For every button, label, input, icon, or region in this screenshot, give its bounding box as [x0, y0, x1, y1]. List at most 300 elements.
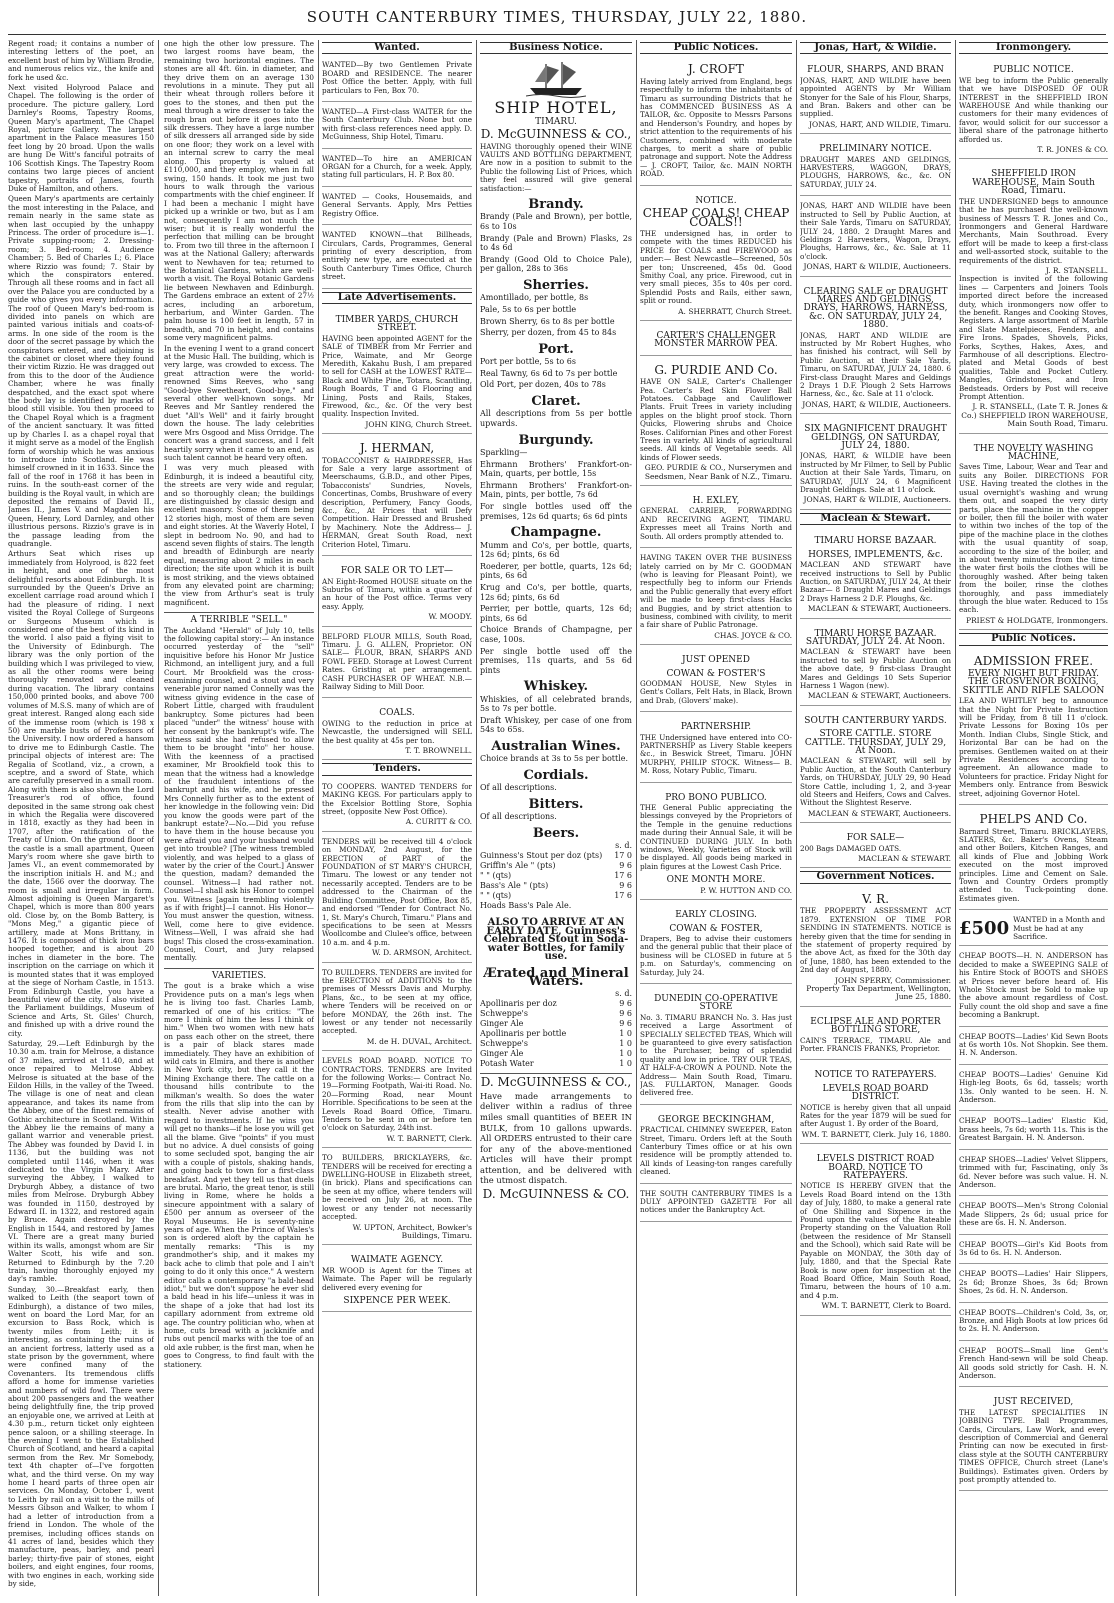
ad-text: NOTICE IS HEREBY GIVEN that the Levels Road Board intend on the 13th day of July, 1880, to make a general rate of One Shilling and Sixpence in the Pound upon the values of the Rateable Property standing on the Valuation Roll (between the residence of Mr Stansell and the School), which said Rate will be Payable on MONDAY, the 30th day of July, 1880, and that the Special Rate Book is now open for inspection at the Road Board Office, Main South Road, Timaru, between the hours of 10 a.m. and 4 p.m. — [800, 1181, 951, 1300]
ad-text: JONAS, HART AND WILDIE have been instructed to Sell by Public Auction, at their Sale Yards, Timaru on SATURDAY, JULY 24, 1880. 2 Draught Mares and Geldings 2 Harvesters, Wagon, Drays, Ploughs, Harrows, &c., &c. Sale at 11 o'clock. — [800, 201, 951, 261]
ad-text: WANTED—By two Gentlemen Private BOARD and RESIDENCE. The nearer Post Office the better. Apply, with full particulars to Fen, Box 70. — [322, 60, 472, 95]
ad-signature: WM. T. BARNETT, Clerk to Board. — [821, 1301, 951, 1311]
section-heading: Jonas, Hart, & Wildie. — [800, 42, 951, 54]
aerated-heading: Ærated and Mineral Waters. — [483, 965, 629, 989]
price-line: Ehrmann Brothers' Frankfort-on-Main, pints, per bottle, 7s 6d — [480, 480, 632, 500]
classified-ad — [959, 1267, 1108, 1302]
ad-title: NOTICE. — [695, 195, 737, 206]
beers-heading: Beers. — [532, 826, 580, 842]
article-paragraph: Saturday, 29.—Left Edinburgh by the 10.30 a.m. train for Melrose, a distance of 37 miles, arrived at 11.40, and at once repaired to Melrose Abbey. Melrose is situated at the base of the Eildon Hills, in the valley of the Tweed. The village is one of neat and clean appearance, and takes its name from the Abbey, one of the finest remains of Gothic architecture in Scotland. Within the Abbey lie the remains of many a gallant warrior and venerable priest. The Abbey was founded by David I. in 1136, but the building was not completed until 1146, when it was dedicated to the Virgin Mary. After surveying the Abbey, I walked to Dryburgh Abbey, a distance of two miles from Melrose. Dryburgh Abbey was founded in 1150, destroyed by Edward II. in 1322, and restored again by Bruce. Again destroyed by the English in 1544, and restored by James VI. There are a great many buried within its walls, amongst whom are Sir Walter Scott, his wife and son. Returned to Edinburgh by the 7.20 train, having thoroughly enjoyed my day's ramble. — [8, 1038, 154, 1284]
price-line: Brown Sherry, 6s to 8s per bottle — [480, 316, 615, 326]
classified-ad — [959, 650, 1108, 806]
classified-ad — [959, 58, 1108, 159]
ad-title: STORE CATTLE. STORE CATTLE. THURSDAY, JULY 29, At Noon. — [804, 729, 947, 756]
classified-ad — [322, 701, 472, 760]
ad-text: MACLEAN & STEWART have been instructed to sell by Public Auction on the above date, 9 first-class Draught Mares and Geldings 10 Sets Superior Harness 1 Wagon (new). — [800, 647, 951, 690]
ad-text: CHEAP BOOTS—Ladies' Kid Sewn Boots at 6s worth 10s. Not Shopkin. See them. H. N. Anderson. — [959, 1031, 1108, 1058]
ad-text: TENDERS will be received till 4 o'clock on MONDAY, 2nd August, for the ERECTION of PART of the FOUNDATION of ST MARY'S CHURCH, Timaru. The lowest or any tender not necessarily accepted. Tenders are to be addressed to the Chairman of the Building Committee, Post Office, Box 85, and endorsed "Tender for Contract No. 1, St. Mary's Church, Timaru." Plans and specifications to be seen at Messrs Woollcombe and Clulee's office, between 10 a.m. and 4 p.m. — [322, 836, 472, 947]
ad-signature: W. UPTON, Architect, Bowker's Buildings, Timaru. — [352, 1222, 472, 1240]
classified-ad — [322, 152, 472, 187]
ad-text: CHEAP BOOTS—Children's Cold, 3s, or, Bronze, and High Boots at low prices 6d to 2s. H. N. Anderson. — [959, 1307, 1108, 1334]
ad-title: THE NOVELTY WASHING MACHINE, — [973, 443, 1094, 463]
classified-ad — [800, 280, 951, 415]
column-rule — [796, 40, 797, 1596]
ad-text: 200 Bags DAMAGED OATS. — [800, 843, 902, 853]
royal-cipher: V. R. — [861, 891, 890, 906]
ad-signature: A. CURITT & CO. — [405, 817, 472, 827]
ad-text: MACLEAN AND STEWART have received instructions to Sell by Public Auction, on SATURDAY, JULY 24, At their Bazaar— 8 Draught Mares and Geldings 2 Drays Harness 2 D.F. Ploughs, &c. — [800, 560, 951, 603]
classified-ad — [322, 105, 472, 149]
price-line: Brandy (Pale and Brown) Flasks, 2s to 4s 6d — [480, 233, 632, 253]
ad-title: DUNEDIN CO-OPERATIVE STORE — [654, 993, 778, 1013]
ad-text: CHEAP BOOTS—Ladies' Elastic Kid, brass heels, 7s 6d; worth 11s. This is the Greatest Bargain. H. N. Anderson. — [959, 1116, 1108, 1143]
ad-text: WANTED—To hire an AMERICAN ORGAN for a Church, for a week. Apply, stating full particulars, H. P. Box 80. — [322, 153, 472, 180]
item-price: 17 6 — [614, 871, 632, 881]
ad-text: THE LATEST SPECIALITIES IN JOBBING TYPE. Ball Programmes, Cards, Circulars, Law Work, and every description of Commercial and General Printing can now be executed in first-class style at the SOUTH CANTERBURY TIMES OFFICE, Church street (Lane's Buildings). Estimates given. Orders by post promptly attended to. — [959, 1407, 1108, 1485]
ad-title: J. HERMAN, — [359, 441, 435, 456]
ad-title: CLEARING SALE or DRAUGHT MARES AND GELDINGS, DRAYS, HARROWS, HARNESS, &c. ON SATURDAY, JULY 24, 1880. — [803, 286, 948, 331]
classified-ad — [959, 1114, 1108, 1149]
classified-ad — [322, 835, 472, 963]
price-row — [480, 881, 632, 891]
classified-ad — [800, 529, 951, 618]
classified-ad — [959, 1306, 1108, 1341]
column-auctions — [800, 40, 951, 1596]
ad-title: COALS. — [379, 708, 415, 719]
item-price: 1 0 — [619, 1029, 632, 1039]
ad-signature: JOHN SPERRY, Commissioner. Property Tax Department, Wellington, June 25, 1880. — [806, 975, 951, 1002]
price-line: Pale, 5s to 6s per bottle — [480, 305, 577, 315]
ad-text: NOTICE is hereby given that all unpaid Rates for the year 1879 will be sued for after August 1. By order of the Board, — [800, 1102, 951, 1129]
classified-ad — [640, 786, 792, 900]
ad-title: WAIMATE AGENCY. — [350, 1255, 444, 1266]
price-line: For single bottles used off the premises, 12s 6d quarts; 6s 6d pints — [480, 501, 632, 521]
ad-price: SIXPENCE PER WEEK. — [343, 1295, 451, 1306]
ad-text: PRACTICAL CHIMNEY SWEEPER, Eaton Street, Timaru. Orders left at the South Canterbury Times office or at his own residence will be promptly attended to. All kinds of Leasing-ton ranges carefully cleaned. — [640, 1125, 792, 1177]
column-rule — [955, 40, 956, 1596]
ad-text: CHEAP BOOTS—Men's Strong Colonial Made Slippers, 2s 6d; usual price for these are 6s. H. N. Anderson. — [959, 1201, 1108, 1228]
ad-signature: WM. T. BARNETT, Clerk. July 16, 1880. — [801, 1129, 951, 1139]
ad-title: EVERY NIGHT BUT FRIDAY. THE GROSVENOR BOXING, SKITTLE AND RIFLE SALOON — [962, 669, 1105, 696]
classified-ad — [640, 324, 792, 356]
column-rule — [636, 40, 637, 1596]
column-ironmongery — [959, 40, 1108, 1596]
classified-ad — [959, 162, 1108, 433]
classified-ad — [322, 437, 472, 556]
classified-ad — [640, 58, 792, 185]
item-price: 9 6 — [619, 881, 632, 891]
price-line: Of all descriptions. — [480, 783, 557, 793]
ad-signature: MACLEAN & STEWART, Auctioneers. — [807, 691, 951, 701]
price-row — [480, 1009, 632, 1019]
price-line: Draft Whiskey, per case of one from 54s to 65s. — [480, 715, 632, 735]
price-line: Per single bottle used off the premises, 11s quarts, and 5s 6d pints — [480, 646, 632, 675]
column-travel-article — [8, 40, 154, 1596]
classified-ad — [800, 417, 951, 510]
hotel-title: SHIP HOTEL, — [494, 98, 618, 118]
item-price: 17 6 — [614, 891, 632, 901]
price-line: Mumm and Co's, per bottle, quarts, 12s 6d; pints, 6s 6d — [480, 540, 632, 560]
ad-text: THE PROPERTY ASSESSMENT ACT 1879. EXTENSION OF TIME FOR SENDING IN STATEMENTS. NOTICE is hereby given that the time for sending in the statement of property required by the above Act, as fixed for the 30th day of June, 1880, has been extended to the 2nd day of August, 1880. — [800, 906, 951, 975]
classified-ad — [640, 551, 792, 645]
price-section-heading: Brandy. — [528, 197, 584, 213]
ad-text: THE Undersigned have entered into CO-PARTNERSHIP as Livery Stable keepers &c., in Beswick Street, Timaru. JOHN MURPHY, PHILIP STOCK. Witness— B. M. Ross, Notary Public, Timaru. — [640, 732, 792, 776]
ad-title: J. CROFT — [688, 62, 744, 77]
ad-title: GEORGE BECKINGHAM, — [657, 1114, 775, 1125]
classified-ad — [800, 709, 951, 823]
ad-signature: JONAS, HART, & WILDIE, Auctioneers. — [802, 399, 951, 409]
classified-ad — [322, 228, 472, 288]
arrive-notice: ALSO TO ARRIVE AT AN EARLY DATE, Guinness's Celebrated Stout in Soda-water Bottles, for family use. — [483, 917, 629, 963]
price-row — [480, 1029, 632, 1039]
ad-signature: M. de H. DUVAL, Architect. — [366, 1036, 472, 1046]
item-price: 9 6 — [619, 861, 632, 871]
ad-signature: J. R. STANSELL, (Late T. R. Jones & Co.) SHEFFIELD IRON WAREHOUSE, Main South Road, Timaru. — [961, 402, 1108, 429]
ad-title: NOTICE TO RATEPAYERS. — [814, 1070, 937, 1081]
classified-ad — [959, 808, 1108, 910]
ad-title: COWAN & FOSTER'S — [666, 668, 766, 679]
ad-title: SIX MAGNIFICENT DRAUGHT GELDINGS, ON SATURDAY, JULY 24, 1880. — [804, 424, 947, 452]
ad-signature: JOHN KING, Church Street. — [365, 419, 472, 429]
item-name: Guinness's Stout per doz (pts) — [480, 851, 603, 861]
ad-title: TIMARU HORSE BAZAAR. SATURDAY, JULY 24. At Noon. — [805, 628, 946, 647]
classified-ad — [959, 1199, 1108, 1234]
classified-ad — [959, 1390, 1108, 1491]
ad-signature: W. T. BARNETT, Clerk. — [386, 1133, 472, 1143]
ad-title: SOUTH CANTERBURY YARDS. — [804, 715, 947, 726]
item-name: Schweppe's — [480, 1009, 528, 1019]
ad-title: ADMISSION FREE. — [973, 653, 1094, 668]
ad-text: CHEAP BOOTS—Ladies' Genuine Kid High-leg Boots, 6s 6d, tassels; worth 13s. Only wanted to be seen. H. N. Anderson. — [959, 1069, 1108, 1105]
ad-text: Saves Time, Labour, Wear and Tear and suits any Boiler. DIRECTIONS FOR USE. Having treated the clothes in the usual overnight's washing and wrung them out, and soaped the very dirty parts, place the machine in the copper or boiler, then fill the boiler with water to within two inches of the top of the pipe of the machine place in the clothes with the usual quantity of soap, according to the size of the boiler, and in about twenty minutes from the time the water first boils the clothes will be thoroughly washed. After being taken from the boiler, rinse the clothes thoroughly, and pass immediately through the blue water. Reduced to 15s each. — [959, 462, 1108, 615]
bulk-delivery-text: Have made arrangements to deliver within a radius of three miles small quantities of BEER IN BULK, from 10 gallons upwards. All ORDERS entrusted to their care for any of the above-mentioned Articles will have their prompt attention, and be delivered with the utmost dispatch. — [480, 1090, 632, 1186]
article-paragraph: Arthurs Seat which rises up immediately from Holyrood, is 822 feet in height, and one of the most delightful resorts about Edinburgh. It is surrounded by the Queen's Drive an excellent carriage road around which I had the pleasure of riding. I next visited the Royal College of Surgeons or Surgeons Museum which is considered one of the best of its kind in the world. I also paid a flying visit to the University of Edinburgh. The library was the only portion of the building which I was privileged to view, as all the other rooms were being thoroughly renovated and cleaned during vacation. The library contains 150,000 printed books, and above 700 volumes of M.S.S. many of which are of great interest. Ranged along each side of the immense room (which is 198 x 50) are marble busts of Professors of the University. I now ordered a hansom to drive me to Edinburgh Castle. The principal objects of interest are: The Regalia of Scotland, viz., a crown, a sceptre, and a sword of State, which are carefully preserved in a small room. Along with them is also shown the Lord Treasurer's rod of office, found deposited in the same strong oak chest in which the Regalia were discovered in 1818, exactly as they had been in 1707, after the ratification of the Treaty of Union. On the ground floor of the castle is a small apartment, Queen Mary's room where she gave birth to James VI., an event commemorated by the inscription initials H. and M.; and the date, 1566 over the doorway. The room is small and irregular in form. Almost adjoining is Queen Margaret's Chapel, which is more than 800 years old. Close by, on the Bomb Battery, is "Mons Meg," a gigantic piece of artillery, made at Mons Brittany, in 1476. It is composed of thick iron bars hooped together, and is about 20 inches in diameter in the bore. The inscription on the carriage on which it is mounted states that it was employed at the siege of Norham Castle, in 1513. From Edinburgh Castle, you have a beautiful view of the city. I also visited the Parliament buildings, Museum of Science and Arts, St. Giles' Church, and finished up with a drive round the city. — [8, 549, 154, 1038]
section-heading: Public Notices. — [959, 633, 1108, 645]
ad-title: G. PURDIE AND Co. — [654, 362, 778, 377]
classified-ad — [800, 1147, 951, 1315]
price-line: Roederer, per bottle, quarts, 12s 6d; pints, 6s 6d — [480, 561, 632, 581]
ad-text: JONAS, HART AND WILDIE are instructed by Mr Robert Hughes, who has finished his contract, will Sell by Public Auction, at their Sale Yards, Timaru, on SATURDAY, JULY 24, 1880. 6 First-class Draught Mares and Geldings 2 Drays 1 D.F. Plough 2 Sets Harrows Harness, &c., &c. Sale at 11 o'clock. — [800, 330, 951, 399]
firm-name: D. McGUINNESS & CO., — [480, 127, 632, 142]
column-ship-hotel — [480, 40, 632, 1596]
article-paragraph: Sunday, 30.—Breakfast early, then walked to Leith (the seaport town of Edinburgh), a distance of two miles, went on board the Lord Mar, for an excursion to Bass Rock, which is twenty miles from Leith; it is interesting, as containing the ruins of an ancient fortress, latterly used as a state prison by the government, where were confined many of the Covenanters. Its tremendous cliffs afford a home for immense varieties and numbers of wild fowl. There were about 200 passengers and the weather being delightfully fine, the trip proved an enjoyable one, we arrived at Leith at 4.30 p.m., return ticket only eighteen pence saloon, or a shilling steerage. In the evening I went to the Established Church of Scotland, and heard a capital sermon from the Rev. Mr Somebody, text 4th chapter of—I've forgotten what, and the third verse. On my way home I heard parts of three open air services. On Monday, October 1, went to Leith by rail on a visit to the mills of Messrs Gibson and Walker, to whom I had a letter of introduction from a friend in London. The whole of the premises, including offices stands on 41 acres of land, besides which they manufacture, peas, barley, and pearl barley; thirty-five pair of stones, eight boilers, and eight engines, four rooms, with two engines in each, working side by side, — [8, 1284, 154, 1588]
classified-ad — [800, 826, 951, 868]
classified-ad — [640, 903, 792, 984]
classified-ad — [322, 190, 472, 225]
classified-ad — [322, 966, 472, 1052]
classified-ad — [800, 1063, 951, 1144]
price-row — [480, 1039, 632, 1049]
column-wanted-tenders — [322, 40, 472, 1596]
ad-text: THE General Public appreciating the blessings conveyed by the Proprietors of the Temple in the genuine reductions made during their Annual Sale, it will be CONTINUED DURING JULY. In both windows, Weekly, Varieties of Stock will be displayed. All goods being marked in plain figures at the Lowest Cash Price. — [640, 803, 792, 871]
article-paragraph: The gout is a brake which a wise Providence puts on a man's legs when he is living too fast. Charles Lamb, remarked of one of his critics: "The more I think of him the less I think of him." When two women with new hats on pass each other on the street, there is a pair of black stares made immediately. They have an exhibition of wild cats in Elmira, and there is another in New York city, but they call it the Mining Exchange there. The cattle on a thousand hills contribute to the milkman's wealth. So does the water from the rills that slip into the can by stealth. Never advise another with regard to investments. If he wins you will get no thanks—if he lose you will get all the blame. Give "points" if you must but no advice. A duel consists of going to some secluded spot, banging the air with a couple of pistols, shaking hands, and going back to town for a first-class breakfast. And yet they tell us that duels are brutal. Mario, the great tenor, is still living in Rome, where he holds a sinecure appointment with a salary of £500 per annum as overseer of the Royal Museums. He is seventy-nine years of age. When the Prince of Wales's son is ordered aloft by the captain he mentally remarks: "This is my grandmother's ship, and it makes my back ache to climb that pole and I ain't going to do it only this once." A western editor calls a contemporary "a bald-head idiot," but we don't suppose he ever slid a bald head in his life—unless it was in the shape of a joke that had lost its capillary adornment from extreme old age. The country politician who, when at home, cuts bread with a jackknife and rubs out pencil marks with the toe of an old axle rubber, is the first man, when he goes to Congress, to find fault with the stationery. — [164, 981, 314, 1369]
ad-text: Barnard Street, Timaru. BRICKLAYERS, SLATERS, &c. Baker's Ovens, Steam and other Boilers, Kitchen Ranges, and all kinds of Flue and Jobbing Work executed on the most improved principles. Lime and Cement on Sale. Town and Country Orders promptly attended to. Tuck-pointing done. Estimates given. — [959, 826, 1108, 903]
item-name: Griffin's Ale " (pts) — [480, 861, 556, 871]
item-name: Bass's Ale " (pts) — [480, 881, 549, 891]
ad-text: CHEAP BOOTS—H. N. ANDERSON has decided to make a SWEEPING SALE of his Entire Stock of BOOTS and SHOES at Prices never before heard of. His Whole Stock must be Sold to make up the above amount regardless of Cost. Fully count the old shop and save a fine becoming a Bankrupt. — [959, 951, 1108, 1020]
classified-ad — [959, 949, 1108, 1026]
article-paragraph: In the evening I went to a grand concert at the Music Hall. The building, which is very large, was crowded to excess. The great attraction were the world-renowned Sims Reeves, who sang "Good-bye Sweetheart, Good-bye," and several other well-known songs. Mr Reeves and Mr Santley rendered the duet "All's Well" and it fairly brought down the house. The lady celebrities were Mrs Osgood and Miss Orridge. The concert was a grand success, and I felt heartily sorry when it came to an end, as such talent cannot be heard very often. — [164, 343, 314, 462]
ad-title: JUST RECEIVED, — [993, 1397, 1074, 1408]
item-name: Apollinaris per bottle — [480, 1029, 567, 1039]
classified-ad — [959, 1030, 1108, 1065]
ad-text: WANTED — Cooks, Housemaids, and General Servants. Apply, Mrs Petties Registry Office. — [322, 191, 472, 218]
ad-text: HAVE ON SALE, Carter's Challenger Pea. Carter's Red Skin Flower Ball Potatoes. Cabbage and Cauliflower Plants. Fruit Trees in variety including apples on the blight proof stock. Thorn Quicks, Flowering shrubs and Choice Roses. Californian Pines and other Forest Trees in variety. All kinds of agricultural seeds. All kinds of Vegetable seeds. All kinds of Flower seeds. — [640, 377, 792, 462]
price-header: s. d. — [615, 841, 632, 851]
ad-title: LEVELS ROAD BOARD DISTRICT. — [822, 1083, 929, 1103]
ad-text: LEVELS ROAD BOARD. NOTICE TO CONTRACTORS. TENDERS are Invited for the following Works:— Contract No. 19—Forming Footpath, Wai-iti Road. No. 20—Forming Road, near Mount Horrible. Specifications to be seen at the Levels Road Board Office, Timaru. Tenders to be sent in on or before ten o'clock on Saturday, 24th inst. — [322, 1056, 472, 1133]
amount-wanted: £500 — [959, 917, 1010, 939]
classified-ad — [800, 888, 951, 1007]
ad-text: THE SOUTH CANTERBURY TIMES Is a DULY APPOINTED GAZETTE For all notices under the Bankruptcy Act. — [640, 1188, 792, 1215]
price-line: Of all descriptions. — [480, 812, 557, 822]
ad-text: No. 3. TIMARU BRANCH No. 3. Has just received a Large Assortment of SPECIALLY SELECTED TEAS, Which will be guaranteed to give every satisfaction to the Purchaser, being of splendid quality and low in price. TRY OUR TEAS, AT HALF-A-CROWN A POUND. Note the Address— Main South Road, Timaru. JAS. FULLARTON, Manager. Goods delivered free. — [640, 1012, 792, 1098]
ad-text: JONAS, HART, AND WILDIE have been appointed AGENTS by Mr William Stonyer for the Sale of his Flour, Sharps, and Bran. Bakers and other can be supplied. — [800, 75, 951, 119]
price-line: Old Port, per dozen, 40s to 78s — [480, 380, 606, 390]
price-row — [480, 1019, 632, 1029]
price-line: Amontillado, per bottle, 8s — [480, 293, 589, 303]
ad-text: TO COOPERS. WANTED TENDERS for MAKING KEGS. For particulars apply to the Excelsior Bottling Store, Sophia street, (opposite New Post Office). — [322, 781, 472, 817]
classified-ad — [640, 189, 792, 321]
ad-text: Drapers, Beg to advise their customers and the general public that their place of business will be CLOSED in future at 5 p.m. on Saturday's, commencing on Saturday, July 24. — [640, 933, 792, 977]
ad-title: PUBLIC NOTICE. — [993, 65, 1074, 76]
item-name: Schweppe's — [480, 1039, 528, 1049]
classified-ad — [322, 1248, 472, 1312]
ad-title: PHELPS AND Co. — [979, 812, 1088, 827]
price-line: Ehrmann Brothers' Frankfort-on-Main, quarts, per bottle, 15s — [480, 459, 632, 479]
column-rule — [158, 40, 159, 1596]
item-name: Apollinaris per doz — [480, 999, 557, 1009]
item-name: Ginger Ale — [480, 1049, 524, 1059]
price-line: Sparkling— — [480, 448, 528, 457]
section-heading: Business Notice. — [480, 42, 632, 54]
ad-signature: J. R. STANSELL. — [1045, 265, 1108, 275]
ad-title: LEVELS DISTRICT ROAD BOARD. NOTICE TO RATEPAYERS. — [816, 1154, 935, 1182]
ad-title: PRO BONO PUBLICO. — [665, 792, 767, 803]
section-heading: Government Notices. — [800, 871, 951, 883]
intro-text: HAVING thoroughly opened their WINE VAULTS AND BOTTLING DEPARTMENT, Are now in a position to submit to the Public the following List of Prices, which they feel assured will give general satisfaction:— — [480, 141, 632, 193]
beer-price-list — [480, 851, 632, 911]
ad-text: TO BUILDERS, BRICKLAYERS, &c. TENDERS will be received for erecting a DWELLING-HOUSE in Elizabeth street, (in brick). Plans and specifications can be seen at my office, where tenders will be received on July 26, at noon. The lowest or any tender not necessarily accepted. — [322, 1153, 472, 1222]
classified-ad — [322, 780, 472, 832]
ad-signature: PRIEST & HOLDGATE, Ironmongers. — [965, 615, 1108, 625]
ad-text: WANTED KNOWN—that Billheads, Circulars, Cards, Programmes, General printing of every description, from entirely new type, are executed at the South Canterbury Times Office, Church street. — [322, 230, 472, 282]
ad-title: FOR SALE— — [846, 833, 905, 844]
ad-title: EARLY CLOSING. — [675, 910, 757, 921]
ad-text: OWING to the reduction in price at Newcastle, the undersigned will SELL the best quality at 45s per ton. — [322, 718, 472, 745]
item-price: 1 0 — [619, 1049, 632, 1059]
price-row — [480, 871, 632, 881]
price-line: All descriptions from 5s per bottle upwards. — [480, 409, 632, 428]
article-heading: A TERRIBLE "SELL." — [164, 612, 314, 624]
ad-signature: MACLEAN & STEWART. — [858, 854, 951, 864]
price-line: Whiskies, of all celebrated brands, 5s to 7s per bottle. — [480, 694, 632, 714]
section-heading: Wanted. — [322, 42, 472, 54]
classified-ad — [322, 308, 472, 434]
classified-ad — [322, 559, 472, 626]
item-name: Ginger Ale — [480, 1019, 524, 1029]
item-price: 9 6 — [619, 1009, 632, 1019]
ad-title: H. EXLEY, — [692, 496, 740, 507]
ad-signature: MACLEAN & STEWART, Auctioneers. — [807, 808, 951, 818]
price-header: s. d. — [615, 989, 632, 999]
classified-ad — [800, 622, 951, 706]
ad-signature: JONAS, HART, AND WILDIE, Timaru. — [809, 119, 951, 129]
ad-title: JUST OPENED — [682, 655, 750, 666]
price-row — [480, 999, 632, 1009]
item-price: 1 0 — [619, 1059, 632, 1069]
classified-ad — [322, 630, 472, 699]
ad-signature: T. R. JONES & CO. — [1037, 145, 1108, 155]
ad-text: GOODMAN HOUSE, New Styles in Gent's Collars, Felt Hats, in Black, Brown and Drab, (Glovers' make). — [640, 678, 792, 705]
ad-text: GENERAL CARRIER, FORWARDING AND RECEIVING AGENT, TIMARU. Expresses meet all Trains North and South. All orders promptly attended to. — [640, 506, 792, 541]
ad-title: PRELIMINARY NOTICE. — [819, 144, 932, 155]
ad-title: PARTNERSHIP. — [680, 722, 752, 733]
classified-ad — [959, 1238, 1108, 1265]
price-line: Brandy (Good Old to Choice Pale), per gallon, 28s to 36s — [480, 254, 632, 274]
ad-text: HAVING TAKEN OVER THE BUSINESS lately carried on by Mr C. GOODMAN (who is leaving for Pleasant Point), we respectfully beg to inform our Friends and the Public generally that every effort will be made to keep first-class Hacks and Buggies, and by strict attention to business, combined with civility, to merit a fair share of Public Patronage. — [640, 553, 792, 630]
price-section-heading: Bitters. — [528, 797, 584, 813]
classified-ad — [640, 1108, 792, 1184]
ad-title: FLOUR, SHARPS, AND BRAN — [807, 65, 944, 76]
classified-ad — [800, 199, 951, 276]
ad-text: WANTED in a Month and Must be had at any Sacrifice. — [1013, 915, 1106, 941]
classified-ad — [959, 1153, 1108, 1197]
article-paragraph: one high the other low pressure. The two largest rooms have beam, the remaining two horizontal engines. The stones are all 4ft. 6in. in diameter, and they drive them on an average 130 revolutions in a minute. They put all their wheat through rollers before it goes to the stones, and then put the meal through a wire dresser to take the rough bran out before it goes into the silk dressers. They have a large number of silk dressers all arranged side by side on one floor; they work on a level with an internal screw to carry the meal along. This property is valued at £110,000, and they employ, when in full swing, 150 hands. It took me just two hours to walk through the various compartments with the chief engineer. If I had been a mechanic I might have picked up a wrinkle or two, but as I am not, consequently I am not much the wiser; but it is really wonderful the perfection that milling can be brought to. From two till three in the afternoon I was at the National Gallery; afterwards went to Newhaven for tea; returned to the Botanical Gardens, which are well-worth a visit. The Royal Botanic Gardens lie between Newhaven and Edinburgh. The Gardens embrace an extent of 27½ acres, including an arboretum, herbarium, and Winter Garden. The palm house is 100 feet in length, 57 in breadth, and 70 in height, and contains some very magnificent palms. — [164, 40, 314, 343]
section-heading: Ironmongery. — [959, 42, 1108, 54]
ad-text: THE UNDERSIGNED begs to announce that he has purchased the well-known business of Messrs T. R. Jones and Co., Ironmongers and General Hardware Merchants, Main Southroad. Every effort will be made to keep a first-class and well-assorted stock, suitable to the requirements of the district. — [959, 196, 1108, 265]
price-line: Perrier, per bottle, quarts, 12s 6d; pints, 6s 6d — [480, 604, 632, 623]
ad-text: DRAUGHT MARES AND GELDINGS, HARVESTERS, WAGGON, DRAYS, PLOUGHS, HARROWS, &c., &c. ON SATURDAY, JULY 24. — [800, 154, 951, 189]
ad-signature: CHAS. JOYCE & CO. — [714, 630, 792, 640]
ship-icon — [526, 58, 586, 98]
ad-text: TO BUILDERS. TENDERS are invited for the ERECTION of ADDITIONS to the premises of Messrs Davis and Murphy. Plans, &c., to be seen at my office, where Tenders will be received on or before MONDAY, the 26th inst. The lowest or any tender not necessarily accepted. — [322, 967, 472, 1036]
classified-ad — [640, 648, 792, 712]
ad-title: CHEAP COALS! CHEAP COALS!! — [642, 206, 790, 229]
ad-text: WANTED—A First-class WAITER for the South Canterbury Club. None but one with first-class references need apply. D. McGuinness, Ship Hotel, Timaru. — [322, 107, 472, 142]
section-heading: Late Advertisements. — [322, 292, 472, 304]
ad-text: WE beg to inform the Public generally that we have DISPOSED OF OUR INTEREST in the SHEFFIELD IRON WAREHOUSE And while thanking our customers for their many evidences of favor, would solicit for our successor a liberal share of the patronage hitherto afforded us. — [959, 75, 1108, 144]
price-line: Sherry, per dozen, from 45 to 84s — [480, 328, 617, 338]
ad-text: Having lately arrived from England, begs respectfully to inform the inhabitants of Timaru as surrounding Districts that he has COMMENCED BUSINESS AS A TAILOR, &c. Opposite to Messrs Parsons and Henderson's Foundry, and hopes by strict attention to the requirements of his Customers, combined with moderate charges, to merit a share of public patronage and support. Note the Address— J. CROFT, Tailor, &c. MAIN NORTH ROAD. — [640, 76, 792, 179]
classified-ad — [959, 1068, 1108, 1112]
price-line: Port per bottle, 5s to 6s — [480, 357, 576, 367]
firm-name: D. McGUINNESS & CO. — [482, 1187, 630, 1202]
article-paragraph: Next visited Holyrood Palace and Chapel. The following is the order of procedure. The picture gallery, Lord Darnley's Rooms, Tapestry Rooms, Queen Mary's apartment, The Chapel Royal, picture Gallery. The largest apartment in the Palace measures 150 feet long by 20 broad. Upon the walls are hung De Witt's fanciful potraits of 106 Scottish Kings. The Tapestry Room contains two large pieces of ancient tapestry, portraits of James, fourth Duke of Hamilton, and others. — [8, 83, 154, 193]
price-row — [480, 891, 632, 901]
ad-title: HORSES, IMPLEMENTS, &c. — [808, 549, 943, 560]
ad-text: MR WOOD is Agent for the Times at Waimate. The Paper will be regularly delivered every evening for — [322, 1265, 472, 1292]
ad-signature: A. SHERRATT, Church Street. — [678, 306, 792, 316]
ad-text: CAIN'S TERRACE, TIMARU. Ale and Porter. FRANCIS FRANKS, Proprietor. — [800, 1035, 951, 1053]
masthead: SOUTH CANTERBURY TIMES, THURSDAY, JULY 22, 1880. — [306, 8, 808, 26]
price-section-heading: Burgundy. — [518, 432, 594, 448]
ad-text: CHEAP BOOTS—Small line Gent's French Hand-sewn will be sold Cheap. All goods sold strictly for Cash. H. N. Anderson. — [959, 1345, 1108, 1380]
classified-ad — [322, 1151, 472, 1245]
column-rule — [318, 40, 319, 1596]
article-heading: VARIETIES. — [164, 968, 314, 980]
section-heading: Public Notices. — [640, 42, 792, 54]
classified-ad — [800, 137, 951, 196]
firm-name: D. McGUINNESS & CO., — [480, 1075, 632, 1090]
ad-title: FOR SALE OR TO LET— — [340, 566, 454, 577]
classified-ad — [322, 1054, 472, 1148]
ad-title: TIMBER YARDS, CHURCH STREET. — [335, 314, 459, 334]
column-public-notices — [640, 40, 792, 1596]
aerated-price-list — [480, 999, 632, 1069]
price-row — [480, 1049, 632, 1059]
price-section-heading: Australian Wines. — [491, 739, 621, 755]
price-row — [480, 861, 632, 871]
item-price: 9 6 — [619, 999, 632, 1009]
ad-text: THE undersigned has, in order to compete with the times REDUCED his PRICE for COALS and FIREWOOD as under:— Best Newcastle—Screened, 50s per ton; Unscreened, 45s 0d. Good Smithy Coal, any price. Firewood, cut in very small pieces, 35s to 40s per cord. Splendid Posts and Rails, either sawn, split or round. — [640, 228, 792, 306]
item-name: Potash Water — [480, 1059, 534, 1069]
item-name: Hoads Bass's Pale Ale. — [480, 901, 572, 911]
ad-title: ONE MONTH MORE. — [666, 875, 766, 886]
item-price: 9 6 — [619, 1019, 632, 1029]
ad-signature: MACLEAN & STEWART, Auctioneers. — [807, 604, 951, 614]
item-name: " " (qts) — [480, 871, 512, 881]
ad-title: SHEFFIELD IRON WAREHOUSE, Main South Road, Timaru. — [972, 169, 1095, 197]
item-price: 1 0 — [619, 1039, 632, 1049]
ad-text: LEA AND WHITLEY beg to announce that the Night for Private Instruction will be Friday, from 8 till 11 o'clock. Private Lessons for Boxing 10s per Month. Indian Clubs, Single Stick, and Horizontal Bar can be had on the premises. Gentlemen waited on at their Private Residences according to agreement. An allowance made to Volunteers for practice. Friday Night for Members only. Entrance from Beswick street, adjoining Governor Hotel. — [959, 696, 1108, 798]
classified-ad — [640, 715, 792, 782]
price-line: Krug and Co's, per bottle, quarts, 12s 6d; pints, 6s 6d — [480, 582, 632, 602]
hotel-place: TIMARU. — [535, 116, 577, 127]
price-line: Choice brands at 3s to 5s per bottle. — [480, 754, 629, 764]
section-heading: Maclean & Stewart. — [800, 513, 951, 525]
classified-ad — [640, 489, 792, 548]
classified-ad — [959, 437, 1108, 631]
column-rule — [476, 40, 477, 1596]
article-paragraph: Regent road; it contains a number of interesting letters of the poet, an excellent bust of him by William Brodie, and numerous relics viz., the knife and fork he used &c. — [8, 40, 154, 82]
ad-text: MACLEAN & STEWART, will sell by Public Auction, at the South Canterbury Yards, on THURSDAY, JULY 29, 90 Head Store Cattle, including 1, 2, and 3-year old Steers and Heifers, Cows and Calves. Without the Slightest Reserve. — [800, 756, 951, 808]
ad-signature: P. W. HUTTON AND CO. — [700, 885, 792, 895]
price-row — [480, 1059, 632, 1069]
price-section-heading: Whiskey. — [523, 679, 589, 695]
classified-ad — [640, 987, 792, 1105]
price-section-heading: Claret. — [531, 394, 581, 409]
ad-signature: JONAS, HART & WILDIE, Auctioneers. — [803, 262, 951, 272]
ad-text: CHEAP BOOTS—Girl's Kid Boots from 3s 6d to 6s. H. N. Anderson. — [959, 1239, 1108, 1257]
price-line: Brandy (Pale and Brown), per bottle, 6s to 10s — [480, 212, 632, 232]
ad-signature: W. MOODY. — [428, 612, 472, 622]
price-section-heading: Sherries. — [523, 278, 589, 294]
ad-signature: JONAS, HART & WILDIE, Auctioneers. — [803, 495, 951, 505]
price-section-heading: Port. — [538, 341, 574, 357]
classified-ad — [640, 1187, 792, 1222]
classified-ad — [800, 1010, 951, 1061]
classified-ad — [800, 58, 951, 134]
ad-text: Inspection is invited of the following lines — Carpenters and Joiners Tools imported direct before the increased duty, which ironmongers now offer to the benefit. Ranges and Cooking Stoves, Registers. A large assortment of Marble and Slate Mantelpieces, Fenders, and Fire Irons. Spades, Shovels, Picks, Forks, Scythes, Hakes, Axes, and Farmhouse of all descriptions. Electro-plated and Metal Goods of best qualities, Table and Pocket Cutlery. Mangles, Grindstones, and Iron Bedsteads. Orders by Post will receive Prompt Attention. — [959, 274, 1108, 402]
price-line: Real Tawny, 6s 6d to 7s per bottle — [480, 368, 618, 378]
item-price: 17 0 — [614, 851, 632, 861]
ad-text: CHEAP BOOTS—Ladies' Hair Slippers, 2s 6d; Bronze Shoes, 3s 6d; Brown Shoes, 2s 6d. H. N. Anderson. — [959, 1269, 1108, 1296]
cheap-boots-list — [959, 949, 1108, 1387]
ad-text: BELFORD FLOUR MILLS, South Road, Timaru. J. G. ALLEN, Proprietor. ON SALE— FLOUR, BRAN, SHARPS AND FOWL FEED. Storage at Lowest Current Rates. Gristing at per arrangement. CASH PURCHASER OF WHEAT. N.B.—Railway Siding to Mill Door. — [322, 631, 472, 691]
article-paragraph: The Auckland "Herald" of July 10, tells the following capital story:— An instance occurred yesterday of the "sell" inquisitive before his Honor Mr Justice Richmond, an intelligent jury, and a full Court. Mr Brookfield was the cross-examining counsel, and a stout and very venerable juror named Connelly was the witness giving evidence in the case of Robert Little, charged with fraudulent bankruptcy. Some pictures had been placed "under" the witness' house with her consent by the bankrupt's wife. The witness said she had refused to allow them to be brought "into" her house. With the keenness of a practised examiner, Mr Brookfield took this to mean that the witness had a knowledge of the fraudulent intentions of the bankrupt and his wife, and he pressed Mrs Connelly further as to the extent of her knowledge in the following vein: Did you know the goods were part of the bankrupt estate?—No.—Did you refuse to have them in the house because you were afraid you and your husband would get into trouble? [The witness trembled violently, and was helped to a glass of water by the crier of the Court.] Answer the question, madam? demanded the counsel. Witness—I had rather not. Counsel—I shall ask his Honor to compel you. Witness [again trembling violently as if with fright]—I cannot. His Honor—You must answer the question, witness. Well, come here to give evidence. Witness—Well, I was afraid she had bugs! This closed the cross-examination. Counsel, Court, and Jury relapsed mentally. — [164, 625, 314, 963]
ad-title: COWAN & FOSTER, — [669, 923, 763, 934]
ad-signature: T. T. BROWNELL. — [405, 746, 472, 755]
ad-signature: W. D. ARMSON, Architect. — [371, 948, 472, 958]
ad-title: TIMARU HORSE BAZAAR. — [814, 536, 937, 547]
classified-ad — [322, 58, 472, 102]
price-section-heading: Cordials. — [523, 768, 589, 784]
ad-text: TOBACCONIST & HAIRDRESSER, Has for Sale a very large assortment of Meerschaums, G.B.D., and other Pipes, Tobacconists' Sundries, Novels, Concertinas, Combs, Brushware of every description, Perfumery, Fancy Goods, &c., &c., At Prices that will Defy Competition. Hair Dressed and Brushed by Machinery. Note the Address— J. HERMAN, Great South Road, next Criterion Hotel, Timaru. — [322, 455, 472, 549]
classified-ad — [959, 913, 1108, 946]
ad-text: JONAS, HART, & WILDIE have been instructed by Mr Filmer, to Sell by Public Auction at their Sale Yards, Timaru, on SATURDAY, JULY 24, 6 Magnificent Draught Geldings. Sale at 11 o'clock. — [800, 451, 951, 495]
price-row — [480, 901, 632, 911]
